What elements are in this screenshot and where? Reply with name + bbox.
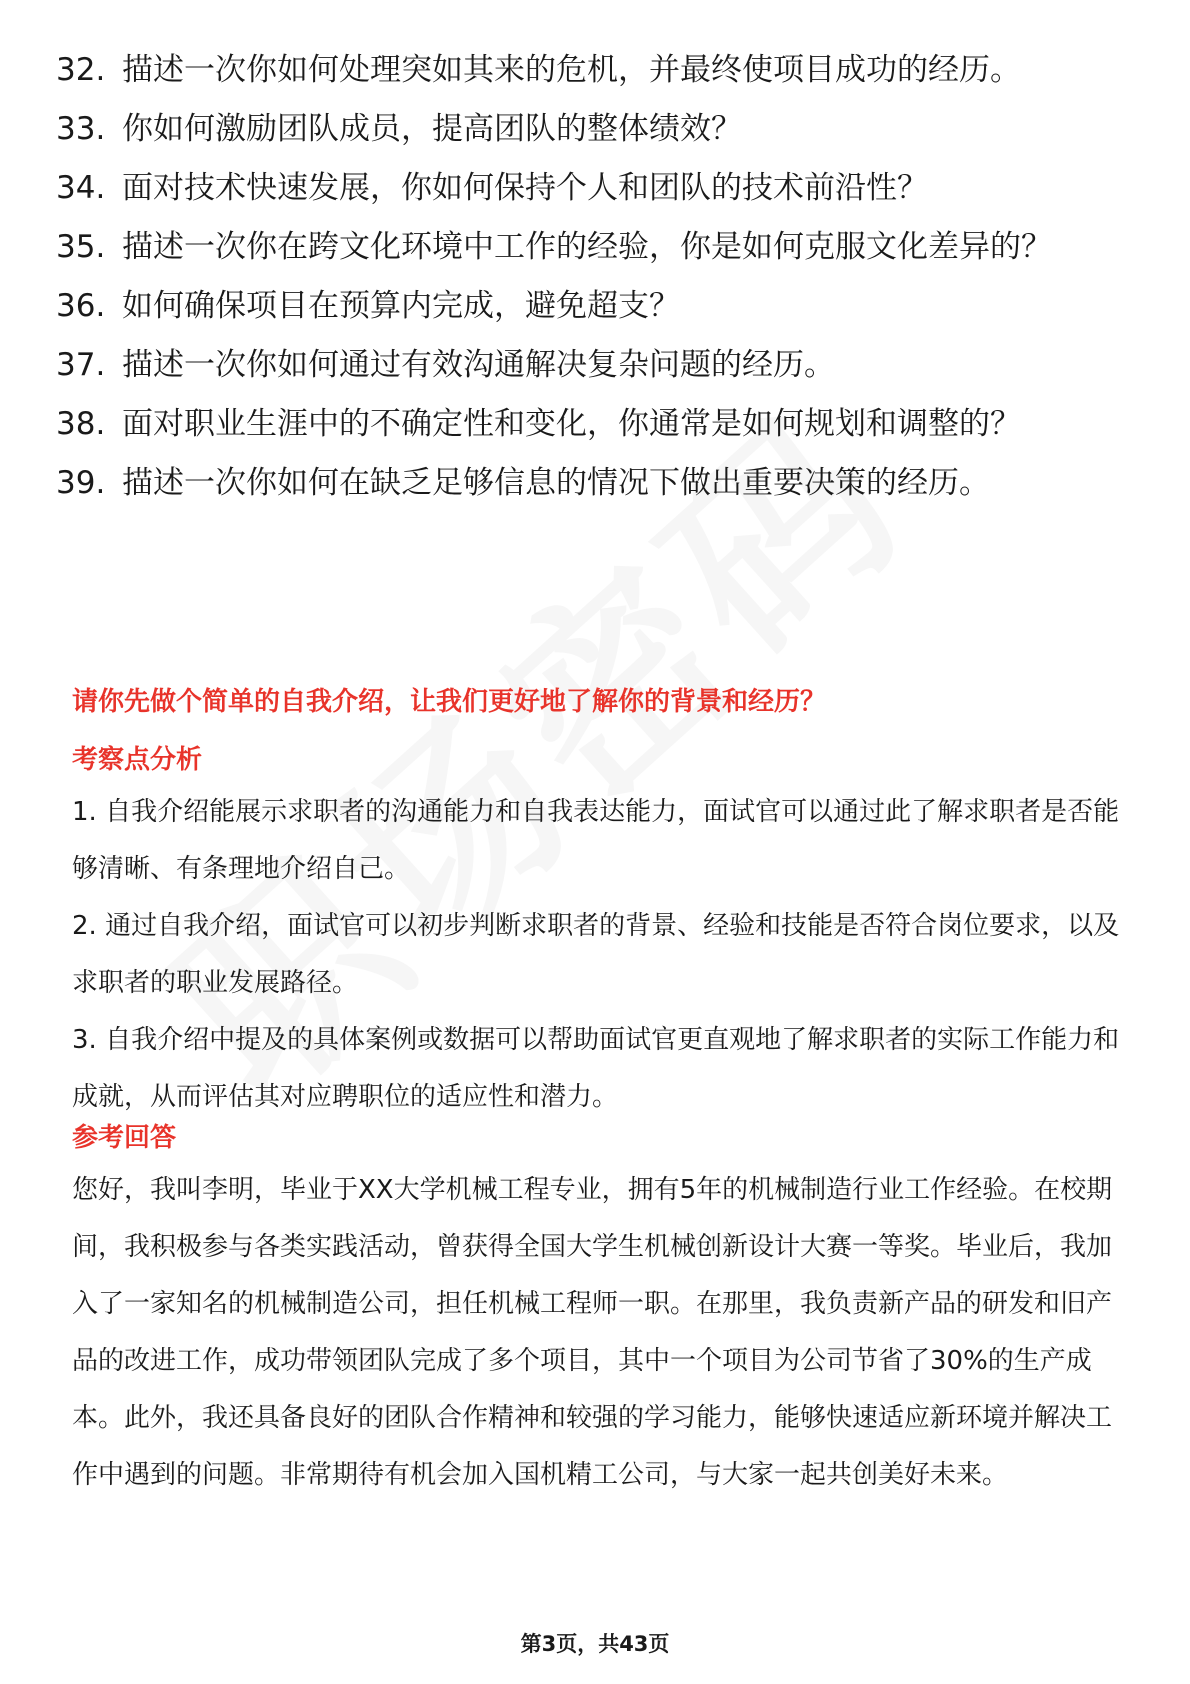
analysis-heading: 考察点分析 [72,745,203,775]
intro-question-heading: 请你先做个简单的自我介绍，让我们更好地了解你的背景和经历？ [72,687,827,717]
intro-question-section [72,684,1122,720]
question-item [56,50,1136,91]
question-item [56,168,1136,209]
question-item [56,345,1136,386]
question-text: 描述一次你如何在缺乏足够信息的情况下做出重要决策的经历。 [122,465,990,501]
reference-answer: 您好，我叫李明，毕业于XX大学机械工程专业，拥有5年的机械制造行业工作经验。在校期间，我积极参与各类实践活动，曾获得全国大学生机械创新设计大赛一等奖。毕业后，我加入了一家知名的机械制造公司，担任机械工程师一职。在那里，我负责新产品的研发和旧产品的改进工作，成功带领团队完成了多个项目，其中一个项目为公司节省了30%的生产成本。此外，我还具备良好的团队合作精神和较强的学习能力，能够快速适应新环境并解决工作中遇到的问题。非常期待有机会加入国机精工公司，与大家一起共创美好未来。 [72,1175,1113,1490]
question-number: 36. [56,288,106,324]
reference-heading: 参考回答 [72,1123,177,1153]
page-footer: 第3页，共43页 [520,1632,670,1656]
question-text: 面对职业生涯中的不确定性和变化，你通常是如何规划和调整的？ [122,406,1021,442]
reference-section [72,1120,1122,1504]
question-number: 39. [56,465,106,501]
question-text: 如何确保项目在预算内完成，避免超支？ [122,288,680,324]
question-item [56,109,1136,150]
question-number: 32. [56,52,106,88]
analysis-point: 3. 自我介绍中提及的具体案例或数据可以帮助面试官更直观地了解求职者的实际工作能力和成就，从而评估其对应聘职位的适应性和潜力。 [72,1025,1120,1112]
question-item [56,463,1136,504]
question-number: 37. [56,347,106,383]
question-item [56,404,1136,445]
question-item [56,286,1136,327]
analysis-point: 2. 通过自我介绍，面试官可以初步判断求职者的背景、经验和技能是否符合岗位要求，以及求职者的职业发展路径。 [72,911,1120,998]
question-text: 描述一次你如何处理突如其来的危机，并最终使项目成功的经历。 [122,52,1021,88]
question-list [56,50,1136,522]
question-text: 面对技术快速发展，你如何保持个人和团队的技术前沿性？ [122,170,928,206]
question-text: 描述一次你如何通过有效沟通解决复杂问题的经历。 [122,347,835,383]
question-number: 38. [56,406,106,442]
analysis-point: 1. 自我介绍能展示求职者的沟通能力和自我表达能力，面试官可以通过此了解求职者是否能够清晰、有条理地介绍自己。 [72,797,1120,884]
analysis-section [72,742,1122,1126]
question-number: 34. [56,170,106,206]
question-text: 描述一次你在跨文化环境中工作的经验，你是如何克服文化差异的？ [122,229,1052,265]
question-number: 33. [56,111,106,147]
question-text: 你如何激励团队成员，提高团队的整体绩效？ [122,111,742,147]
question-item [56,227,1136,268]
question-number: 35. [56,229,106,265]
